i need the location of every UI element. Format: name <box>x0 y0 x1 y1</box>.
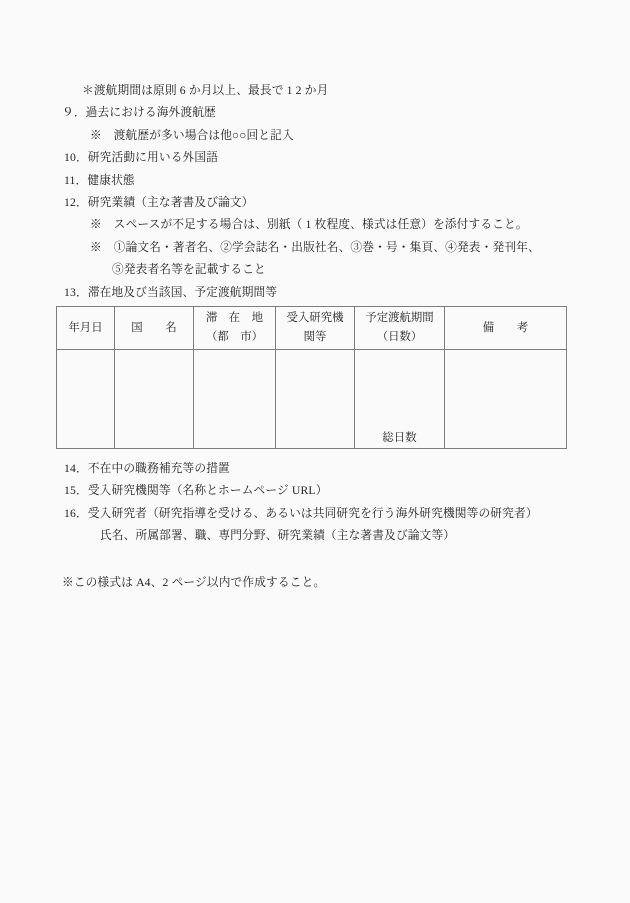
item-14-duty-substitution: 14．不在中の職務補充等の措置 <box>64 462 230 476</box>
item-13-stay-location-and-period: 13．滞在地及び当該国、予定渡航期間等 <box>64 285 278 299</box>
stay-table-col-country: 国 名 <box>115 307 194 350</box>
form-format-note: ※この様式は A4、2 ページ以内で作成すること。 <box>62 575 326 589</box>
item-12-research-achievements: 12．研究業績（主な著書及び論文） <box>64 196 254 210</box>
item-12-note-2: ※ ①論文名・著者名、②学会誌名・出版社名、③巻・号・集頁、④発表・発刊年、 <box>90 240 540 254</box>
cell-country[interactable] <box>115 350 194 449</box>
table-row <box>57 350 567 449</box>
cell-institution[interactable] <box>276 350 355 449</box>
cell-date[interactable] <box>57 350 115 449</box>
stay-table-header-row <box>57 307 567 350</box>
item-12-note-1: ※ スペースが不足する場合は、別紙（ 1 枚程度、様式は任意）を添付すること。 <box>90 218 528 232</box>
travel-period-note: ＊渡航期間は原則 6 か月以上、最長で 1 2 か月 <box>82 84 329 97</box>
item-9-past-overseas-travel: ９．過去における海外渡航歴 <box>62 106 216 120</box>
stay-table-col-location: 滞 在 地 （都 市） <box>194 307 276 350</box>
item-12-note-2-continuation: ⑤発表者名等を記載すること <box>112 263 266 277</box>
item-9-note: ※ 渡航歴が多い場合は他○○回と記入 <box>90 128 294 142</box>
stay-table-container <box>0 304 630 449</box>
document-content <box>0 80 630 594</box>
item-15-host-institution: 15．受入研究機関等（名称とホームページ URL） <box>64 484 328 498</box>
stay-table-header <box>57 307 567 350</box>
item-16-continuation: 氏名、所属部署、職、専門分野、研究業績（主な著書及び論文等） <box>100 529 456 543</box>
stay-table-col-period: 予定渡航期間 （日数） <box>355 307 445 350</box>
cell-total-days-label[interactable]: 総日数 <box>355 350 445 449</box>
item-16-host-researcher: 16．受入研究者（研究指導を受ける、あるいは共同研究を行う海外研究機関等の研究者） <box>64 506 538 520</box>
stay-table-col-institution: 受入研究機 関等 <box>276 307 355 350</box>
item-10-foreign-language: 10．研究活動に用いる外国語 <box>64 151 219 165</box>
stay-table-body <box>57 350 567 449</box>
stay-table-col-remarks: 備 考 <box>445 307 567 350</box>
cell-location[interactable] <box>194 350 276 449</box>
stay-table <box>56 306 567 449</box>
stay-table-col-date: 年月日 <box>57 307 115 350</box>
item-11-health-status: 11．健康状態 <box>64 173 135 187</box>
cell-remarks[interactable] <box>445 350 567 449</box>
